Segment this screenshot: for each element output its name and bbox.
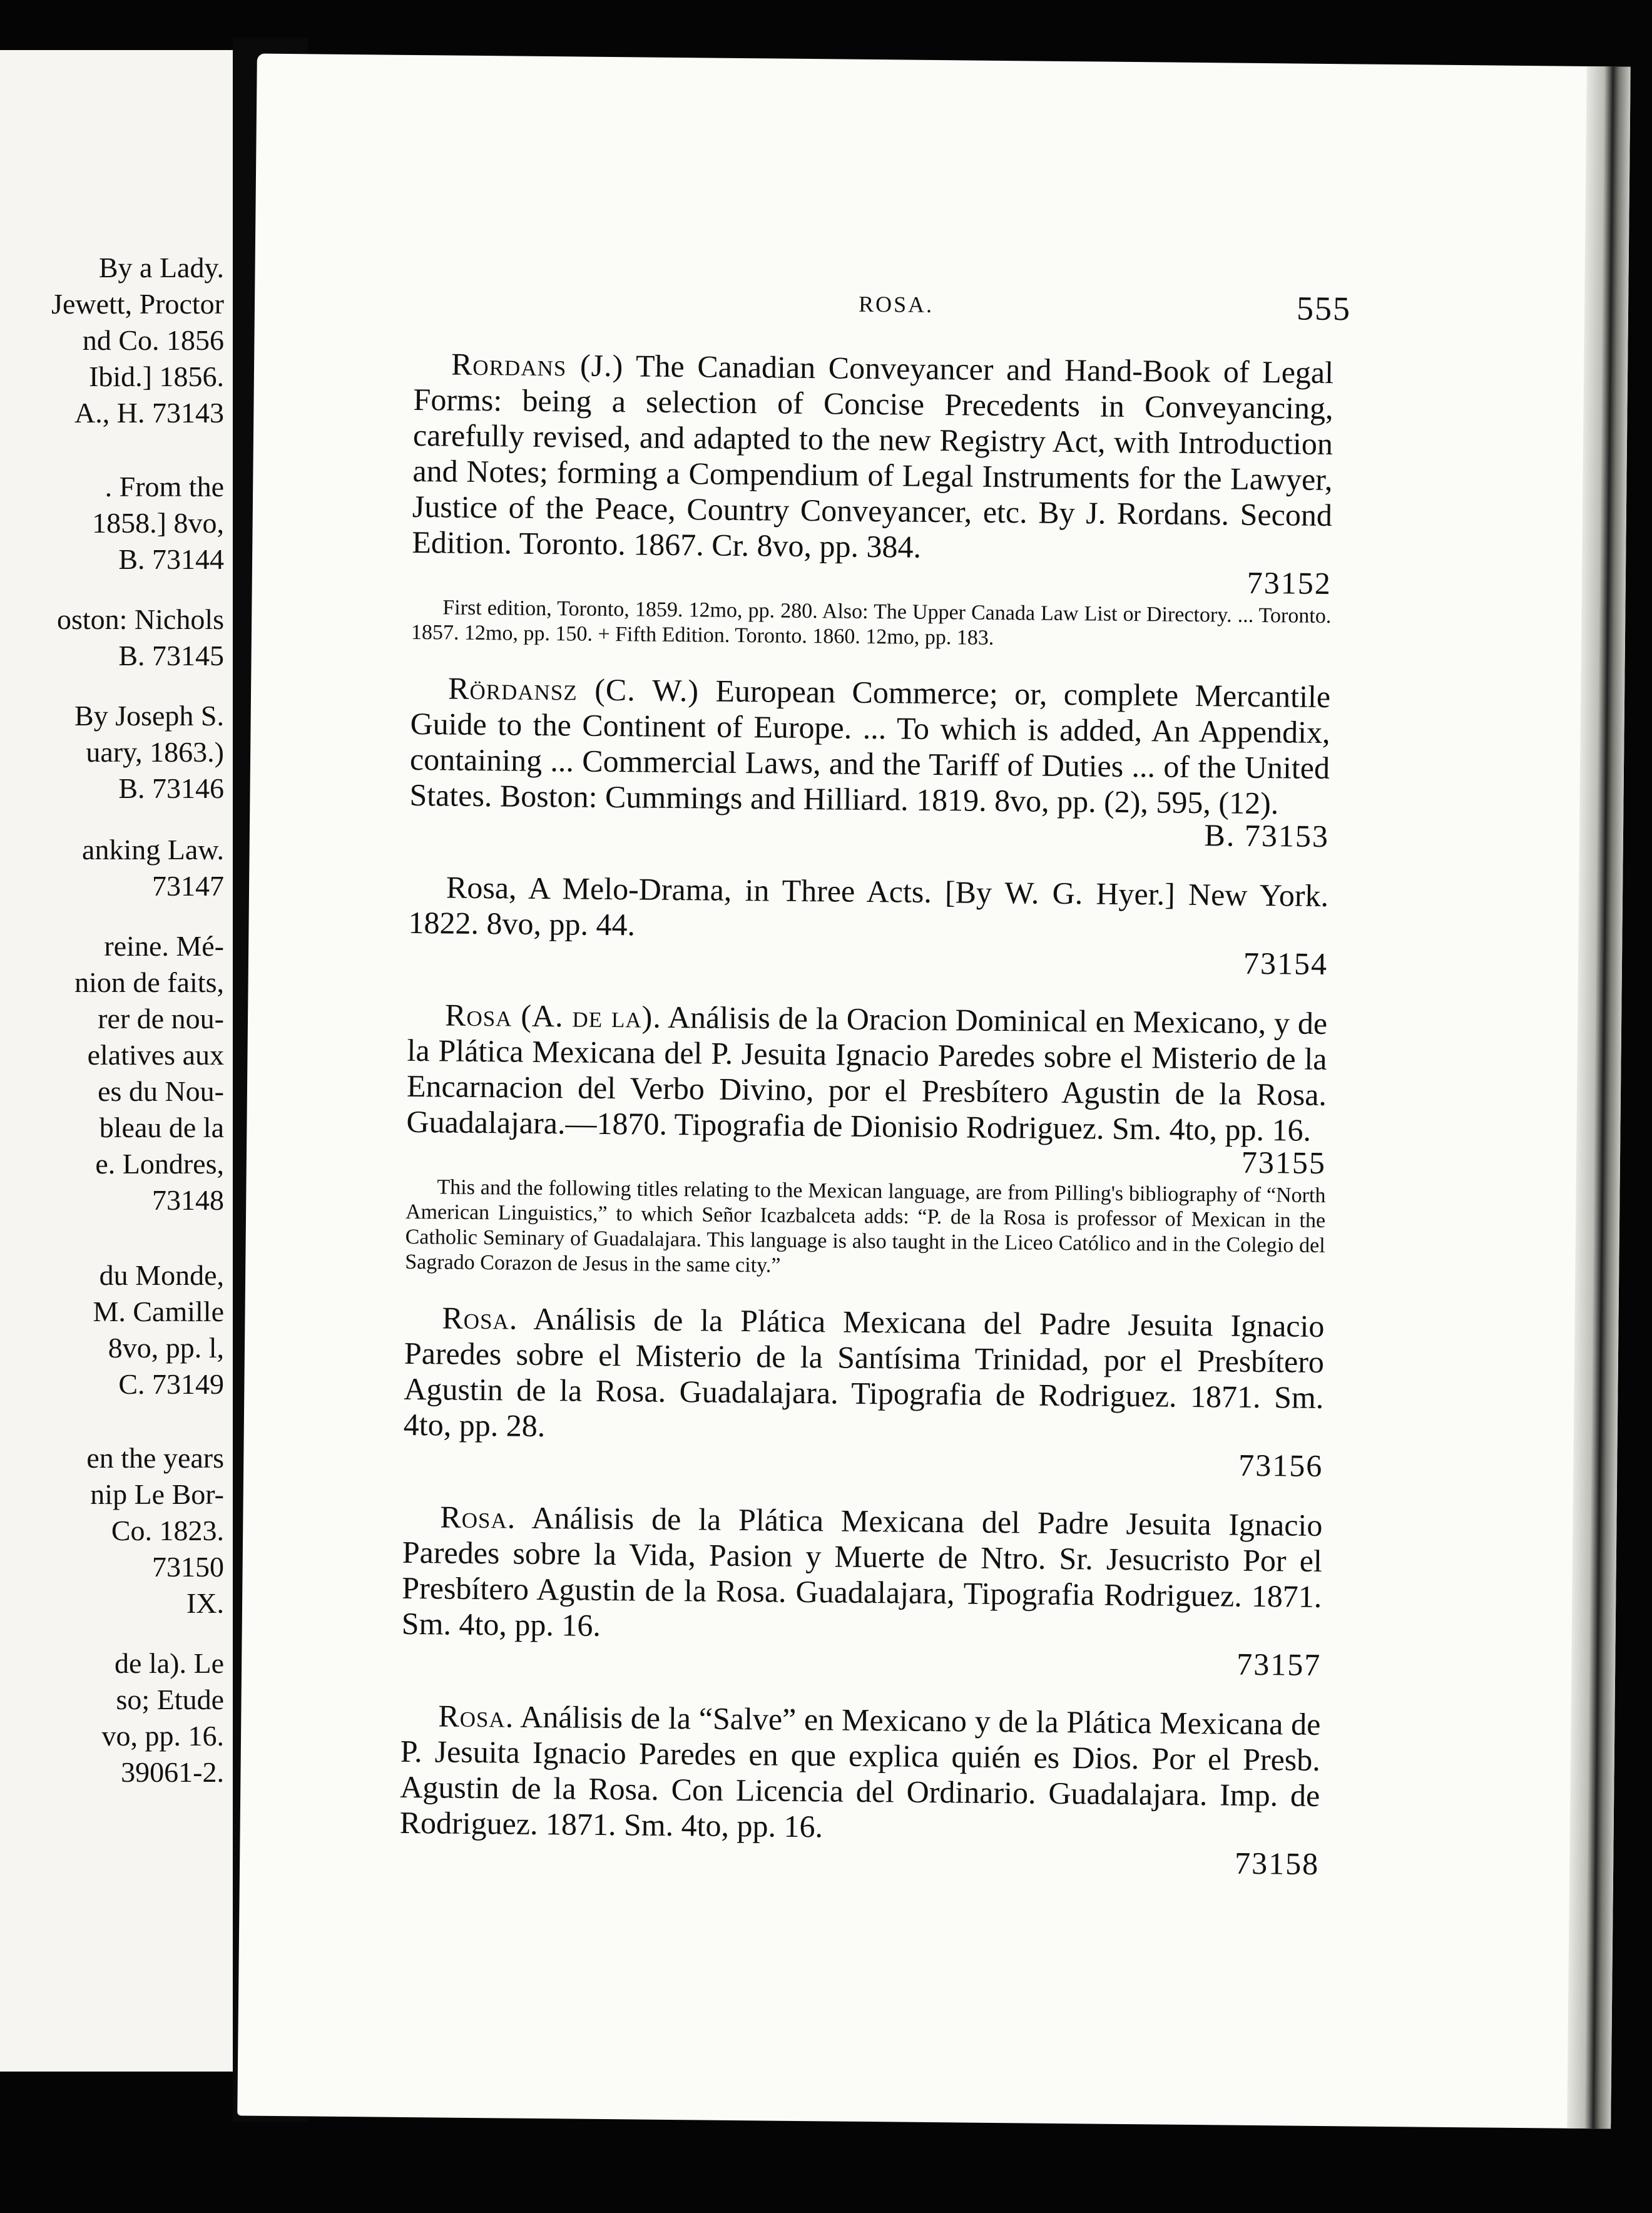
entry-head: Rosa.	[438, 1698, 514, 1734]
left-page-line: Jewett, Proctor	[51, 288, 224, 320]
entry-text	[408, 869, 1328, 949]
entry-text	[412, 346, 1333, 569]
left-page-line: vo, pp. 16.	[101, 1720, 224, 1752]
left-page-line: Ibid.] 1856.	[89, 360, 224, 392]
left-page-line: 8vo, pp. l,	[108, 1332, 224, 1364]
left-page-line: A., H. 73143	[74, 397, 224, 429]
text-column	[399, 346, 1334, 1906]
entry-head: Rördansz (C. W.)	[447, 670, 700, 708]
entry-head: Rordans (J.)	[451, 346, 624, 384]
entry-number: 73156	[1238, 1447, 1323, 1483]
entry-text	[409, 670, 1330, 822]
left-page-line: IX.	[186, 1587, 224, 1619]
left-page-line: M. Camille	[93, 1296, 224, 1327]
left-page-line: de la). Le	[115, 1647, 224, 1679]
left-page-line: 39061-2.	[121, 1756, 224, 1788]
entry-body: European Commerce; or, complete Mercantile Guide to the Continent of Europe. ... To which is added, An Appendix, containing ... Commercial Laws, and the Tariff of Duties ... of the United States. Boston: Cummings and Hilliard. 1819. 8vo, pp. (2), 595, (12).	[409, 673, 1331, 821]
entry-body: Análisis de la Oracion Dominical en Mexicano, y de la Plática Mexicana del P. Jesuita Ignacio Paredes sobre el Misterio de la Encarnacion del Verbo Divino, por el Presbítero Agustin de la Rosa. Guadalajara.—1870. Tipografia de Dionisio Rodriguez. Sm. 4to, pp. 16.	[406, 999, 1328, 1148]
entry-73156	[403, 1300, 1325, 1483]
entry-note: First edition, Toronto, 1859. 12mo, pp. 280. Also: The Upper Canada Law List or Directory. ... Toronto. 1857. 12mo, pp. 150. + Fifth Edition. Toronto. 1860. 12mo, pp. 183.	[410, 596, 1332, 650]
left-page	[0, 50, 244, 2072]
entry-73154	[408, 869, 1329, 981]
right-page	[237, 54, 1631, 2129]
entry-text	[399, 1698, 1320, 1849]
left-page-line: By Joseph S.	[74, 700, 224, 732]
page-number: 555	[1296, 289, 1352, 328]
left-page-line: B. 73146	[118, 772, 224, 804]
entry-text	[402, 1499, 1323, 1650]
left-page-line: es du Nou-	[98, 1075, 224, 1107]
running-head: ROSA.	[858, 291, 934, 317]
entry-body: Análisis de la Plática Mexicana del Padre Jesuita Ignacio Paredes sobre el Misterio de la Santísima Trinidad, por el Presbítero Agustin de la Rosa. Guadalajara. Tipografia de Rodriguez. 1871. Sm. 4to, pp. 28.	[403, 1301, 1325, 1444]
entry-number: 73158	[1234, 1845, 1320, 1881]
left-page-line: anking Law.	[82, 834, 224, 866]
entry-note: This and the following titles relating to the Mexican language, are from Pilling's bibliography of “North American Linguistics,” to which Señor Icazbalceta adds: “P. de la Rosa is professor of Mexican in the Catholic Seminary of Guadalajara. This language is also taught in the Liceo Católico and in the Colegio del Sagrado Corazon de Jesus in the same city.”	[405, 1175, 1326, 1277]
page-edge	[1567, 66, 1631, 2129]
entry-number: B. 73153	[1204, 817, 1330, 854]
left-page-line: 1858.] 8vo,	[92, 507, 224, 539]
left-page-line: . From the	[105, 471, 224, 503]
left-page-line: rer de nou-	[98, 1003, 224, 1035]
left-page-line: B. 73144	[118, 543, 224, 575]
left-page-line: bleau de la	[99, 1112, 224, 1143]
left-page-line: 73150	[152, 1551, 224, 1583]
left-page-line: elatives aux	[87, 1039, 224, 1071]
entry-73155	[405, 997, 1327, 1284]
entry-text	[404, 1300, 1325, 1451]
entry-body: The Canadian Conveyancer and Hand-Book of Legal Forms: being a selection of Concise Precedents in Conveyancing, carefully revised, and adapted to the new Registry Act, with Introduction and Notes; forming a Compendium of Legal Instruments for the Lawyer, Justice of the Peace, Country Conveyancer, etc. By J. Rordans. Second Edition. Toronto. 1867. Cr. 8vo, pp. 384.	[412, 348, 1334, 565]
entry-body: Análisis de la Plática Mexicana del Padre Jesuita Ignacio Paredes sobre la Vida, Pasion y Muerte de Ntro. Sr. Jesucristo Por el Presbítero Agustin de la Rosa. Guadalajara, Tipografia Rodriguez. 1871. Sm. 4to, pp. 16.	[401, 1500, 1323, 1643]
left-page-line: nion de faits,	[74, 966, 224, 998]
entry-body: Análisis de la “Salve” en Mexicano y de la Plática Mexicana de P. Jesuita Ignacio Paredes en que explica quién es Dios. Por el Presb. Agustin de la Rosa. Con Licencia del Ordinario. Guadalajara. Imp. de Rodriguez. 1871. Sm. 4to, pp. 16.	[399, 1699, 1321, 1844]
left-page-line: 73148	[152, 1184, 224, 1216]
left-page-line: 73147	[152, 870, 224, 902]
entry-head: Rosa.	[442, 1300, 518, 1336]
entry-body: A Melo-Drama, in Three Acts. [By W. G. Hyer.] New York. 1822. 8vo, pp. 44.	[408, 870, 1329, 943]
entry-73157	[401, 1499, 1323, 1682]
entry-number: 73155	[1241, 1144, 1327, 1181]
left-page-line: B. 73145	[118, 640, 224, 672]
left-page-line: uary, 1863.)	[86, 736, 224, 768]
left-page-line: en the years	[86, 1442, 224, 1474]
entry-73152	[411, 346, 1334, 654]
entry-head: Rosa (A. de la).	[444, 997, 662, 1035]
left-page-line: nd Co. 1856	[82, 324, 224, 356]
left-page-line: Co. 1823.	[111, 1515, 224, 1546]
entry-73153	[409, 670, 1331, 853]
entry-number: 73154	[1243, 945, 1328, 982]
left-page-line: C. 73149	[118, 1368, 224, 1400]
left-page-line: e. Londres,	[95, 1148, 224, 1180]
entry-head: Rosa,	[446, 869, 517, 906]
left-page-line: nip Le Bor-	[90, 1478, 224, 1510]
page-header	[255, 279, 1628, 328]
entry-73158	[399, 1698, 1321, 1881]
entry-head: Rosa.	[440, 1499, 516, 1535]
left-page-line: By a Lady.	[98, 252, 224, 284]
entry-text	[406, 997, 1327, 1148]
left-page-line: so; Etude	[116, 1684, 224, 1715]
entry-number: 73157	[1236, 1646, 1322, 1682]
left-page-line: reine. Mé-	[104, 930, 224, 962]
left-page-line: du Monde,	[99, 1259, 224, 1291]
entry-number: 73152	[1247, 565, 1332, 601]
left-page-line: oston: Nichols	[56, 603, 224, 635]
